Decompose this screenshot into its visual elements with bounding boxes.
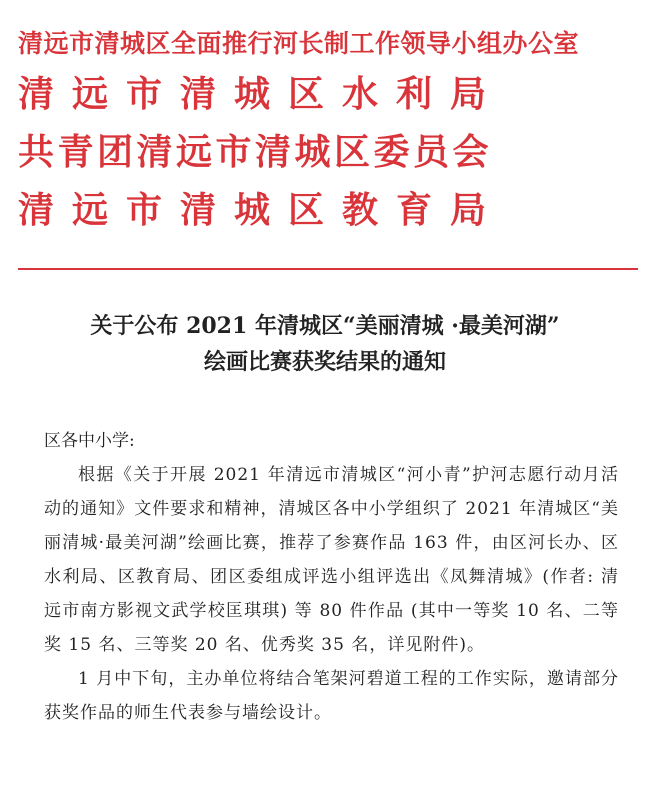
issuer-water-bureau: 清远市清城区水利局 <box>18 74 505 115</box>
paragraph-1: 根据《关于开展 2021 年清远市清城区“河小青”护河志愿行动月活动的通知》文件要求和精神，清城区各中小学组织了 2021 年清城区“美丽清城·最美河湖”绘画比赛，推荐了参赛作品 163 件，由区河长办、区水利局、区教育局、团区委组成评选小组评选出《凤舞清城》(作者: 清远市南方影视文武学校匡琪琪) 等 80 件作品 (其中一等奖 10 名、二等奖 15 名、三等奖 20 名、优秀奖 35 名，详见附件)。 <box>44 465 619 655</box>
issuing-authorities <box>18 22 638 240</box>
notice-body <box>44 424 619 730</box>
issuer-river-chief-office: 清远市清城区全面推行河长制工作领导小组办公室 <box>18 29 580 58</box>
issuer-youth-league: 共青团清远市清城区委员会 <box>18 132 493 173</box>
notice-title-line-2: 绘画比赛获奖结果的通知 <box>203 349 446 375</box>
notice-title <box>30 308 620 380</box>
salutation: 区各中小学: <box>44 431 135 451</box>
notice-title-line-1: 关于公布 2021 年清城区“美丽清城 ·最美河湖” <box>90 313 560 339</box>
red-divider <box>18 268 638 270</box>
paragraph-2: 1 月中下旬，主办单位将结合笔架河碧道工程的工作实际，邀请部分获奖作品的师生代表参与墙绘设计。 <box>44 669 619 723</box>
issuer-education-bureau: 清远市清城区教育局 <box>18 190 505 231</box>
